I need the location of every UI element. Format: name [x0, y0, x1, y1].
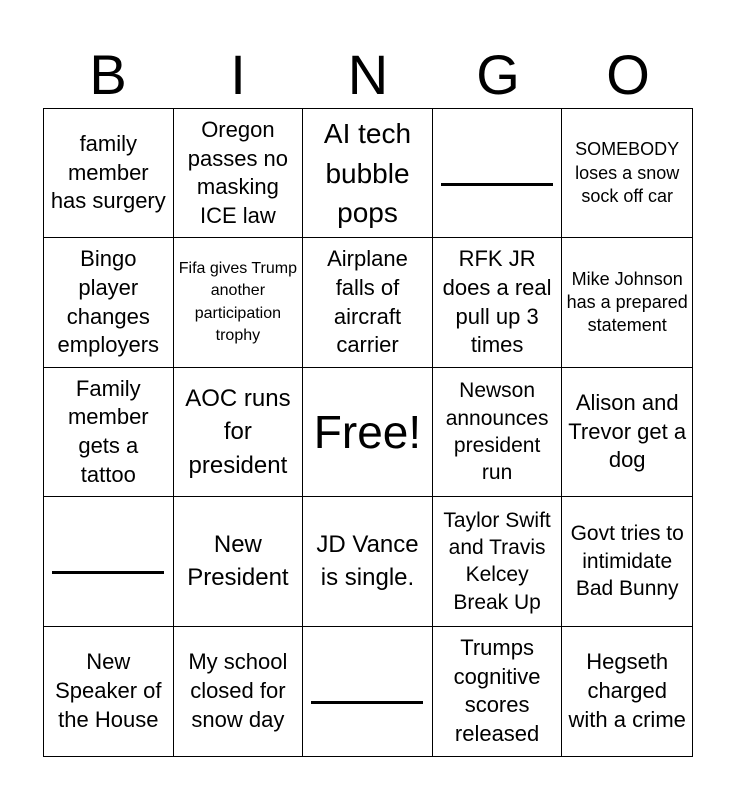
bingo-cell[interactable]: [174, 238, 304, 367]
bingo-cell[interactable]: [562, 238, 692, 367]
bingo-cell[interactable]: [44, 368, 174, 497]
bingo-cell[interactable]: [303, 497, 433, 626]
bingo-cell[interactable]: [562, 627, 692, 756]
bingo-cell-text: AOC runs for president: [185, 384, 291, 479]
bingo-cell[interactable]: [174, 627, 304, 756]
bingo-cell[interactable]: [433, 497, 563, 626]
bingo-cell-text: Govt tries to intimidate Bad Bunny: [570, 522, 684, 601]
bingo-cell-text: Free!: [313, 405, 422, 458]
bingo-cell[interactable]: [44, 238, 174, 367]
bingo-cell[interactable]: [174, 109, 304, 238]
bingo-cell[interactable]: [433, 627, 563, 756]
bingo-cell-text: family member has surgery: [50, 131, 166, 214]
header-letter-g: G: [476, 43, 520, 106]
bingo-cell-text: Oregon passes no masking ICE law: [187, 117, 289, 228]
header-letter-i: I: [230, 43, 246, 106]
bingo-cell[interactable]: [303, 627, 433, 756]
free-space[interactable]: [303, 368, 433, 497]
blank-line: [441, 183, 553, 186]
bingo-cell[interactable]: [562, 368, 692, 497]
bingo-cell-text: Bingo player changes employers: [57, 246, 160, 358]
bingo-cell-text: Airplane falls of aircraft carrier: [327, 246, 408, 358]
bingo-cell[interactable]: [562, 497, 692, 626]
bingo-cell-text: AI tech bubble pops: [323, 118, 412, 228]
bingo-cell[interactable]: [44, 627, 174, 756]
header-letter-b: B: [89, 43, 127, 106]
bingo-cell-text: New Speaker of the House: [55, 649, 162, 732]
header-letter-n: N: [347, 43, 389, 106]
bingo-cell-text: Alison and Trevor get a dog: [568, 390, 687, 473]
bingo-cell[interactable]: [174, 497, 304, 626]
bingo-cell-text: Family member gets a tattoo: [67, 375, 149, 487]
bingo-cell[interactable]: [303, 109, 433, 238]
bingo-header: [43, 42, 693, 108]
bingo-cell-text: RFK JR does a real pull up 3 times: [442, 246, 552, 358]
bingo-cell-text: Mike Johnson has a prepared statement: [566, 268, 688, 336]
bingo-board: [43, 108, 693, 757]
bingo-cell[interactable]: [433, 368, 563, 497]
bingo-cell-text: My school closed for snow day: [188, 649, 288, 732]
blank-line: [52, 571, 164, 574]
bingo-cell[interactable]: [562, 109, 692, 238]
bingo-cell[interactable]: [433, 109, 563, 238]
bingo-cell-text: New President: [187, 530, 289, 592]
bingo-cell-text: Hegseth charged with a crime: [568, 649, 686, 732]
bingo-cell[interactable]: [433, 238, 563, 367]
bingo-cell-text: Fifa gives Trump another participation trophy: [178, 259, 298, 344]
bingo-cell[interactable]: [44, 109, 174, 238]
blank-line: [311, 701, 423, 704]
bingo-cell[interactable]: [303, 238, 433, 367]
header-letter-o: O: [606, 43, 650, 106]
bingo-cell[interactable]: [174, 368, 304, 497]
bingo-cell-text: SOMEBODY loses a snow sock off car: [575, 139, 680, 206]
bingo-cell[interactable]: [44, 497, 174, 626]
bingo-cell-text: Taylor Swift and Travis Kelcey Break Up: [443, 508, 551, 614]
bingo-cell-text: JD Vance is single.: [316, 530, 419, 592]
bingo-cell-text: Newson announces president run: [445, 379, 549, 485]
bingo-cell-text: Trumps cognitive scores released: [453, 635, 541, 746]
